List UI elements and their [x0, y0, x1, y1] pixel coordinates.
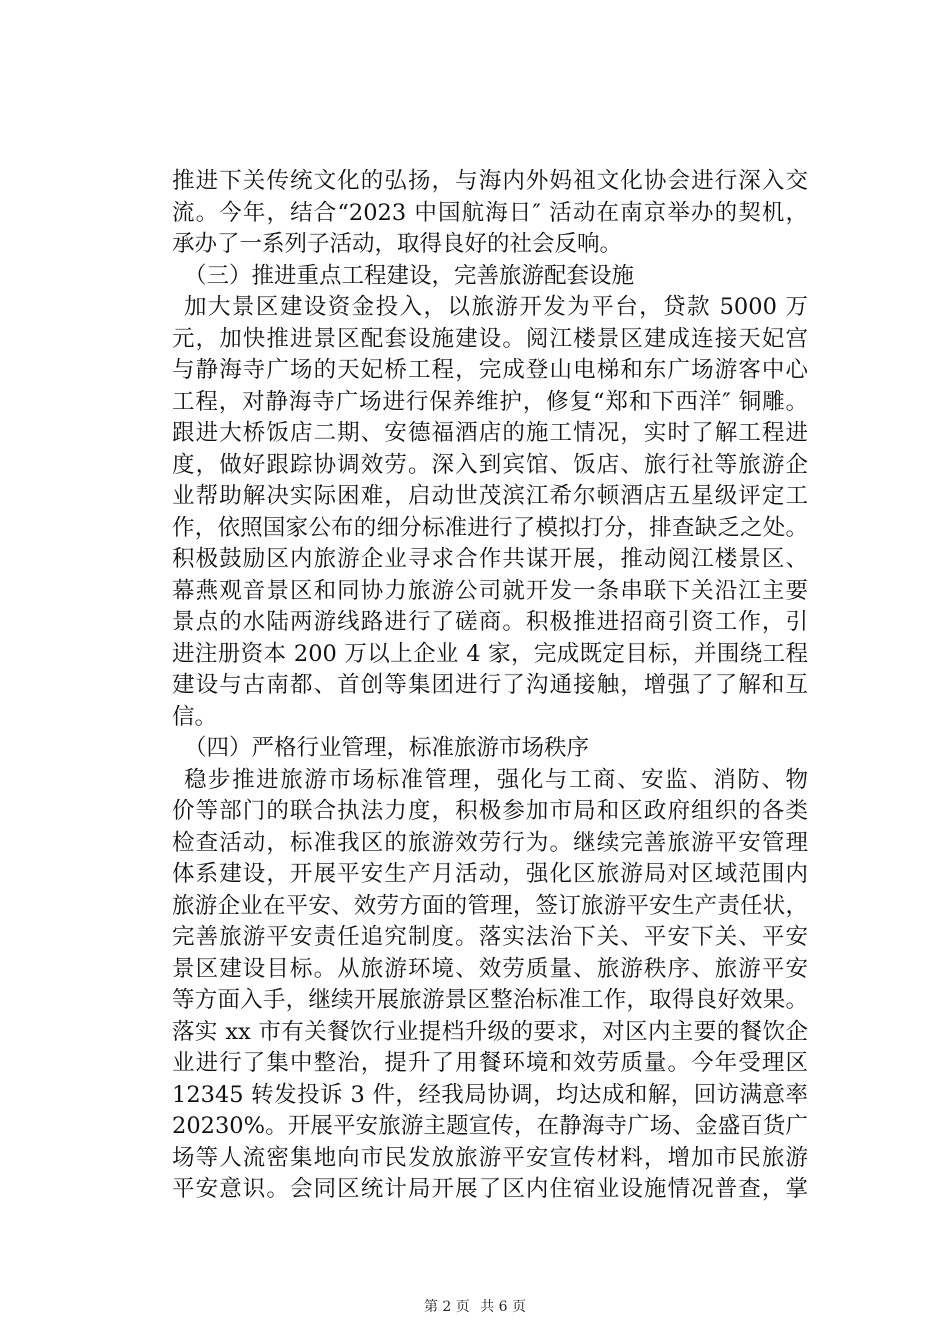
text-line: 业进行了集中整治，提升了用餐环境和效劳质量。今年受理区: [172, 1050, 808, 1076]
text-line: 与静海寺广场的天妃桥工程，完成登山电梯和东广场游客中心: [172, 357, 808, 383]
text-line: 积极鼓励区内旅游企业寻求合作共谋开展，推动阅江楼景区、: [172, 546, 808, 572]
text-line: 度，做好跟踪协调效劳。深入到宾馆、饭店、旅行社等旅游企: [172, 451, 808, 478]
text-line: 流。今年，结合“2023 中国航海日″ 活动在南京举办的契机，: [172, 199, 808, 226]
section-heading: （三）推进重点工程建设，完善旅游配套设施: [184, 262, 635, 289]
text-line: 进注册资本 200 万以上企业 4 家，完成既定目标，并围绕工程: [172, 640, 808, 667]
section-heading: （四）严格行业管理，标准旅游市场秩序: [184, 735, 590, 761]
document-body: [172, 166, 808, 1206]
text-line: 检查活动，标准我区的旅游效劳行为。继续完善旅游平安管理: [172, 829, 808, 856]
text-line: 12345 转发投诉 3 件，经我局协调，均达成和解，回访满意率: [172, 1081, 808, 1108]
page-footer: [0, 1296, 950, 1316]
text-line: 落实 xx 市有关餐饮行业提档升级的要求，对区内主要的餐饮企: [172, 1018, 808, 1045]
text-line: 工程，对静海寺广场进行保养维护，修复“郑和下西洋″ 铜雕。: [172, 388, 808, 415]
text-line: 等方面入手，继续开展旅游景区整治标准工作，取得良好效果。: [172, 987, 808, 1013]
text-line: 20230%。开展平安旅游主题宣传，在静海寺广场、金盛百货广: [172, 1113, 808, 1139]
text-line: 作，依照国家公布的细分标准进行了模拟打分，排查缺乏之处。: [172, 514, 808, 541]
text-line: 景区建设目标。从旅游环境、效劳质量、旅游秩序、旅游平安: [172, 955, 808, 982]
text-line: 完善旅游平安责任追究制度。落实法治下关、平安下关、平安: [172, 924, 808, 950]
text-line: 业帮助解决实际困难，启动世茂滨江希尔顿酒店五星级评定工: [172, 483, 808, 509]
text-line: 平安意识。会同区统计局开展了区内住宿业设施情况普查，掌: [172, 1176, 808, 1202]
text-line: 幕燕观音景区和同协力旅游公司就开发一条串联下关沿江主要: [172, 577, 808, 604]
text-line: 信。: [172, 703, 218, 730]
text-line: 价等部门的联合执法力度，积极参加市局和区政府组织的各类: [172, 798, 808, 824]
text-line: 旅游企业在平安、效劳方面的管理，签订旅游平安生产责任状，: [172, 892, 808, 919]
page-number: 第 2 页: [423, 1299, 470, 1315]
text-line: 承办了一系列子活动，取得良好的社会反响。: [172, 231, 623, 257]
text-line: 加大景区建设资金投入，以旅游开发为平台，贷款 5000 万: [184, 294, 808, 320]
text-line: 建设与古南都、首创等集团进行了沟通接触，增强了了解和互: [172, 672, 808, 698]
text-line: 跟进大桥饭店二期、安德福酒店的施工情况，实时了解工程进: [172, 420, 808, 446]
text-line: 元，加快推进景区配套设施建设。阅江楼景区建成连接天妃宫: [172, 325, 808, 352]
text-line: 景点的水陆两游线路进行了磋商。积极推进招商引资工作，引: [172, 609, 808, 635]
text-line: 稳步推进旅游市场标准管理，强化与工商、安监、消防、物: [184, 766, 808, 793]
text-line: 体系建设，开展平安生产月活动，强化区旅游局对区域范围内: [172, 861, 808, 887]
page-total: 共 6 页: [480, 1299, 527, 1315]
text-line: 场等人流密集地向市民发放旅游平安宣传材料，增加市民旅游: [172, 1144, 808, 1171]
text-line: 推进下关传统文化的弘扬，与海内外妈祖文化协会进行深入交: [172, 168, 808, 194]
